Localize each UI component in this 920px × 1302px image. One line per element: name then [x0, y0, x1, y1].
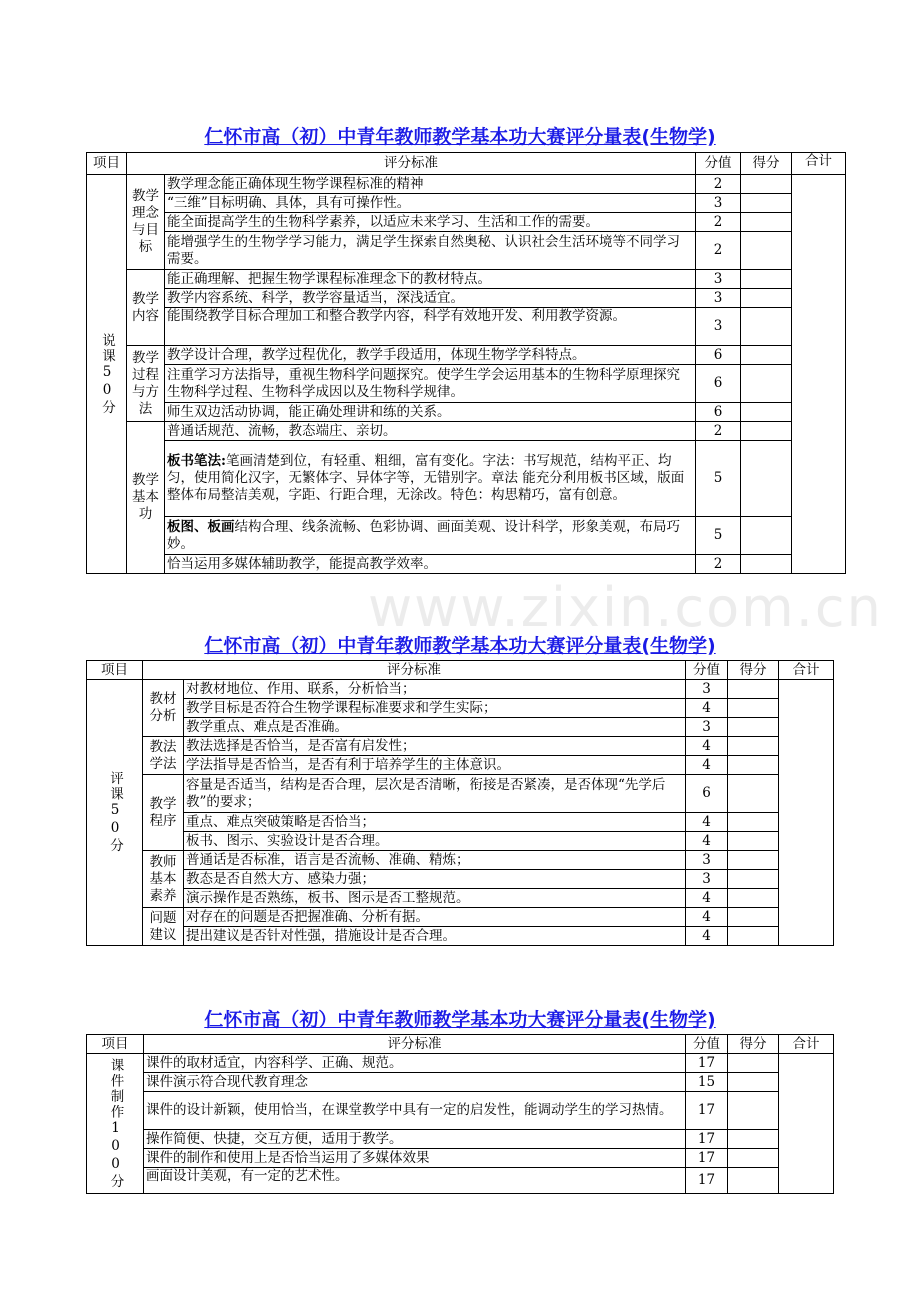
points-cell: 17	[686, 1130, 728, 1149]
header-points: 分值	[686, 1035, 728, 1054]
criteria-cell: 对存在的问题是否把握准确、分析有据。	[184, 908, 686, 927]
score-input-cell[interactable]	[728, 737, 779, 756]
scoring-table-evaluation	[86, 660, 834, 946]
group-label: 教学内容	[127, 270, 165, 346]
points-cell: 5	[696, 441, 741, 517]
main-category: 课件制作100分	[87, 1054, 144, 1194]
points-cell: 3	[686, 851, 728, 870]
criteria-cell: 教学内容系统、科学，教学容量适当，深浅适宜。	[165, 289, 696, 308]
score-input-cell[interactable]	[728, 908, 779, 927]
criteria-cell: 注重学习方法指导，重视生物科学问题探究。使学生学会运用基本的生物科学原理探究生物科学过程、生物科学成因以及生物科学规律。	[165, 365, 696, 403]
header-points: 分值	[696, 153, 741, 175]
table1-title: 仁怀市高（初）中青年教师教学基本功大赛评分量表(生物学)	[204, 126, 716, 148]
criteria-cell: 教学重点、难点是否准确。	[184, 718, 686, 737]
points-cell: 17	[686, 1054, 728, 1073]
header-criteria: 评分标准	[127, 153, 696, 175]
points-cell: 3	[696, 289, 741, 308]
points-cell: 4	[686, 737, 728, 756]
criteria-cell: 对教材地位、作用、联系，分析恰当；	[184, 680, 686, 699]
header-item: 项目	[87, 153, 127, 175]
header-criteria: 评分标准	[143, 661, 686, 680]
points-cell: 4	[686, 699, 728, 718]
main-category: 说课50分	[87, 175, 127, 574]
points-cell: 2	[696, 422, 741, 441]
criteria-cell: 恰当运用多媒体辅助教学，能提高教学效率。	[165, 555, 696, 574]
points-cell: 2	[696, 555, 741, 574]
group-label: 教学程序	[143, 775, 184, 851]
points-cell: 15	[686, 1073, 728, 1092]
header-item: 项目	[87, 1035, 144, 1054]
watermark: www.zixin.com.cn	[368, 576, 883, 639]
points-cell: 2	[696, 232, 741, 270]
criteria-cell: 教学理念能正确体现生物学课程标准的精神	[165, 175, 696, 194]
criteria-cell: 操作简便、快捷，交互方便，适用于教学。	[144, 1130, 686, 1149]
group-label: 教师基本素养	[143, 851, 184, 908]
score-input-cell[interactable]	[728, 756, 779, 775]
criteria-cell	[165, 441, 696, 517]
criteria-cell: 能正确理解、把握生物学课程标准理念下的教材特点。	[165, 270, 696, 289]
scoring-table-courseware	[86, 1034, 834, 1194]
criteria-cell: 教学目标是否符合生物学课程标准要求和学生实际；	[184, 699, 686, 718]
score-input-cell[interactable]	[728, 832, 779, 851]
criteria-cell: 师生双边活动协调，能正确处理讲和练的关系。	[165, 403, 696, 422]
criteria-cell: 教态是否自然大方、感染力强；	[184, 870, 686, 889]
score-input-cell[interactable]	[728, 1073, 779, 1092]
points-cell: 4	[686, 927, 728, 946]
points-cell: 4	[686, 908, 728, 927]
criteria-cell: 普通话规范、流畅，教态端庄、亲切。	[165, 422, 696, 441]
header-score: 得分	[741, 153, 792, 175]
score-input-cell[interactable]	[741, 555, 792, 574]
score-input-cell[interactable]	[741, 308, 792, 346]
score-input-cell[interactable]	[741, 403, 792, 422]
score-input-cell[interactable]	[728, 851, 779, 870]
criteria-cell: 教学设计合理，教学过程优化，教学手段适用，体现生物学学科特点。	[165, 346, 696, 365]
criteria-cell: 能围绕教学目标合理加工和整合教学内容，科学有效地开发、利用教学资源。	[165, 308, 696, 346]
group-label: 教学基本功	[127, 422, 165, 574]
criteria-cell: 画面设计美观，有一定的艺术性。	[144, 1168, 686, 1194]
points-cell: 3	[686, 680, 728, 699]
points-cell: 6	[696, 403, 741, 422]
header-total: 合计	[792, 153, 846, 175]
total-cell[interactable]	[792, 175, 846, 574]
points-cell: 17	[686, 1092, 728, 1130]
criteria-cell: 课件演示符合现代教育理念	[144, 1073, 686, 1092]
criteria-text: 笔画清楚到位，有轻重、粗细，富有变化。字法：书写规范，结构平正、均匀，使用简化汉字，无繁体字、异体字等，无错别字。章法 能充分利用板书区域，版面整体布局整洁美观，字距、行距合理，无涂改。特色：构思精巧，富有创意。	[167, 453, 685, 503]
group-label: 教法学法	[143, 737, 184, 775]
header-points: 分值	[686, 661, 728, 680]
criteria-cell: 教法选择是否恰当，是否富有启发性；	[184, 737, 686, 756]
score-input-cell[interactable]	[741, 213, 792, 232]
header-item: 项目	[87, 661, 143, 680]
main-category: 评课50分	[87, 680, 143, 946]
score-input-cell[interactable]	[741, 270, 792, 289]
header-score: 得分	[728, 1035, 779, 1054]
points-cell: 17	[686, 1149, 728, 1168]
table2-title: 仁怀市高（初）中青年教师教学基本功大赛评分量表(生物学)	[204, 635, 716, 657]
score-input-cell[interactable]	[741, 194, 792, 213]
points-cell: 6	[696, 346, 741, 365]
criteria-cell: 学法指导是否恰当，是否有利于培养学生的主体意识。	[184, 756, 686, 775]
score-input-cell[interactable]	[728, 870, 779, 889]
group-label: 教材分析	[143, 680, 184, 737]
points-cell: 6	[686, 775, 728, 813]
points-cell: 5	[696, 517, 741, 555]
points-cell: 4	[686, 832, 728, 851]
points-cell: 3	[696, 270, 741, 289]
score-input-cell[interactable]	[728, 680, 779, 699]
score-input-cell[interactable]	[741, 441, 792, 517]
criteria-cell: 普通话是否标准，语言是否流畅、准确、精炼；	[184, 851, 686, 870]
score-input-cell[interactable]	[741, 232, 792, 270]
score-input-cell[interactable]	[728, 775, 779, 813]
total-cell[interactable]	[779, 680, 834, 946]
criteria-cell: 板书、图示、实验设计是否合理。	[184, 832, 686, 851]
points-cell: 2	[696, 175, 741, 194]
score-input-cell[interactable]	[741, 365, 792, 403]
criteria-cell: 提出建议是否针对性强，措施设计是否合理。	[184, 927, 686, 946]
criteria-cell: 演示操作是否熟练，板书、图示是否工整规范。	[184, 889, 686, 908]
criteria-cell: 能增强学生的生物学学习能力，满足学生探索自然奥秘、认识社会生活环境等不同学习需要。	[165, 232, 696, 270]
group-label: 教学理念与目标	[127, 175, 165, 270]
table3-title: 仁怀市高（初）中青年教师教学基本功大赛评分量表(生物学)	[204, 1009, 716, 1031]
score-input-cell[interactable]	[728, 699, 779, 718]
score-input-cell[interactable]	[728, 1054, 779, 1073]
score-input-cell[interactable]	[741, 289, 792, 308]
criteria-keyword: 板书笔法:	[167, 453, 226, 469]
points-cell: 4	[686, 889, 728, 908]
criteria-cell: 能全面提高学生的生物科学素养，以适应未来学习、生活和工作的需要。	[165, 213, 696, 232]
score-input-cell[interactable]	[741, 346, 792, 365]
score-input-cell[interactable]	[728, 718, 779, 737]
score-input-cell[interactable]	[728, 927, 779, 946]
points-cell: 3	[686, 870, 728, 889]
score-input-cell[interactable]	[728, 1092, 779, 1130]
criteria-text: 结构合理、线条流畅、色彩协调、画面美观、设计科学，形象美观，布局巧妙。	[167, 518, 680, 552]
header-total: 合计	[779, 661, 834, 680]
header-criteria: 评分标准	[144, 1035, 686, 1054]
total-cell[interactable]	[779, 1054, 834, 1194]
criteria-cell: 重点、难点突破策略是否恰当；	[184, 813, 686, 832]
criteria-cell: 课件的取材适宜，内容科学、正确、规范。	[144, 1054, 686, 1073]
group-label: 教学过程与方法	[127, 346, 165, 422]
points-cell: 3	[696, 308, 741, 346]
criteria-cell: 课件的设计新颖，使用恰当，在课堂教学中具有一定的启发性，能调动学生的学习热情。	[144, 1092, 686, 1130]
score-input-cell[interactable]	[741, 422, 792, 441]
criteria-cell	[165, 517, 696, 555]
points-cell: 17	[686, 1168, 728, 1194]
points-cell: 3	[696, 194, 741, 213]
group-label: 问题建议	[143, 908, 184, 946]
scoring-table-lecture	[86, 152, 846, 574]
criteria-cell: 课件的制作和使用上是否恰当运用了多媒体效果	[144, 1149, 686, 1168]
criteria-cell: 容量是否适当，结构是否合理，层次是否清晰，衔接是否紧凑，是否体现“先学后教”的要求；	[184, 775, 686, 813]
points-cell: 3	[686, 718, 728, 737]
score-input-cell[interactable]	[728, 889, 779, 908]
points-cell: 4	[686, 813, 728, 832]
score-input-cell[interactable]	[741, 517, 792, 555]
points-cell: 4	[686, 756, 728, 775]
criteria-keyword: 板图、板画	[167, 518, 235, 535]
points-cell: 2	[696, 213, 741, 232]
header-score: 得分	[728, 661, 779, 680]
score-input-cell[interactable]	[741, 175, 792, 194]
header-total: 合计	[779, 1035, 834, 1054]
score-input-cell[interactable]	[728, 1168, 779, 1194]
points-cell: 6	[696, 365, 741, 403]
score-input-cell[interactable]	[728, 1130, 779, 1149]
criteria-cell: “三维”目标明确、具体，具有可操作性。	[165, 194, 696, 213]
score-input-cell[interactable]	[728, 1149, 779, 1168]
score-input-cell[interactable]	[728, 813, 779, 832]
